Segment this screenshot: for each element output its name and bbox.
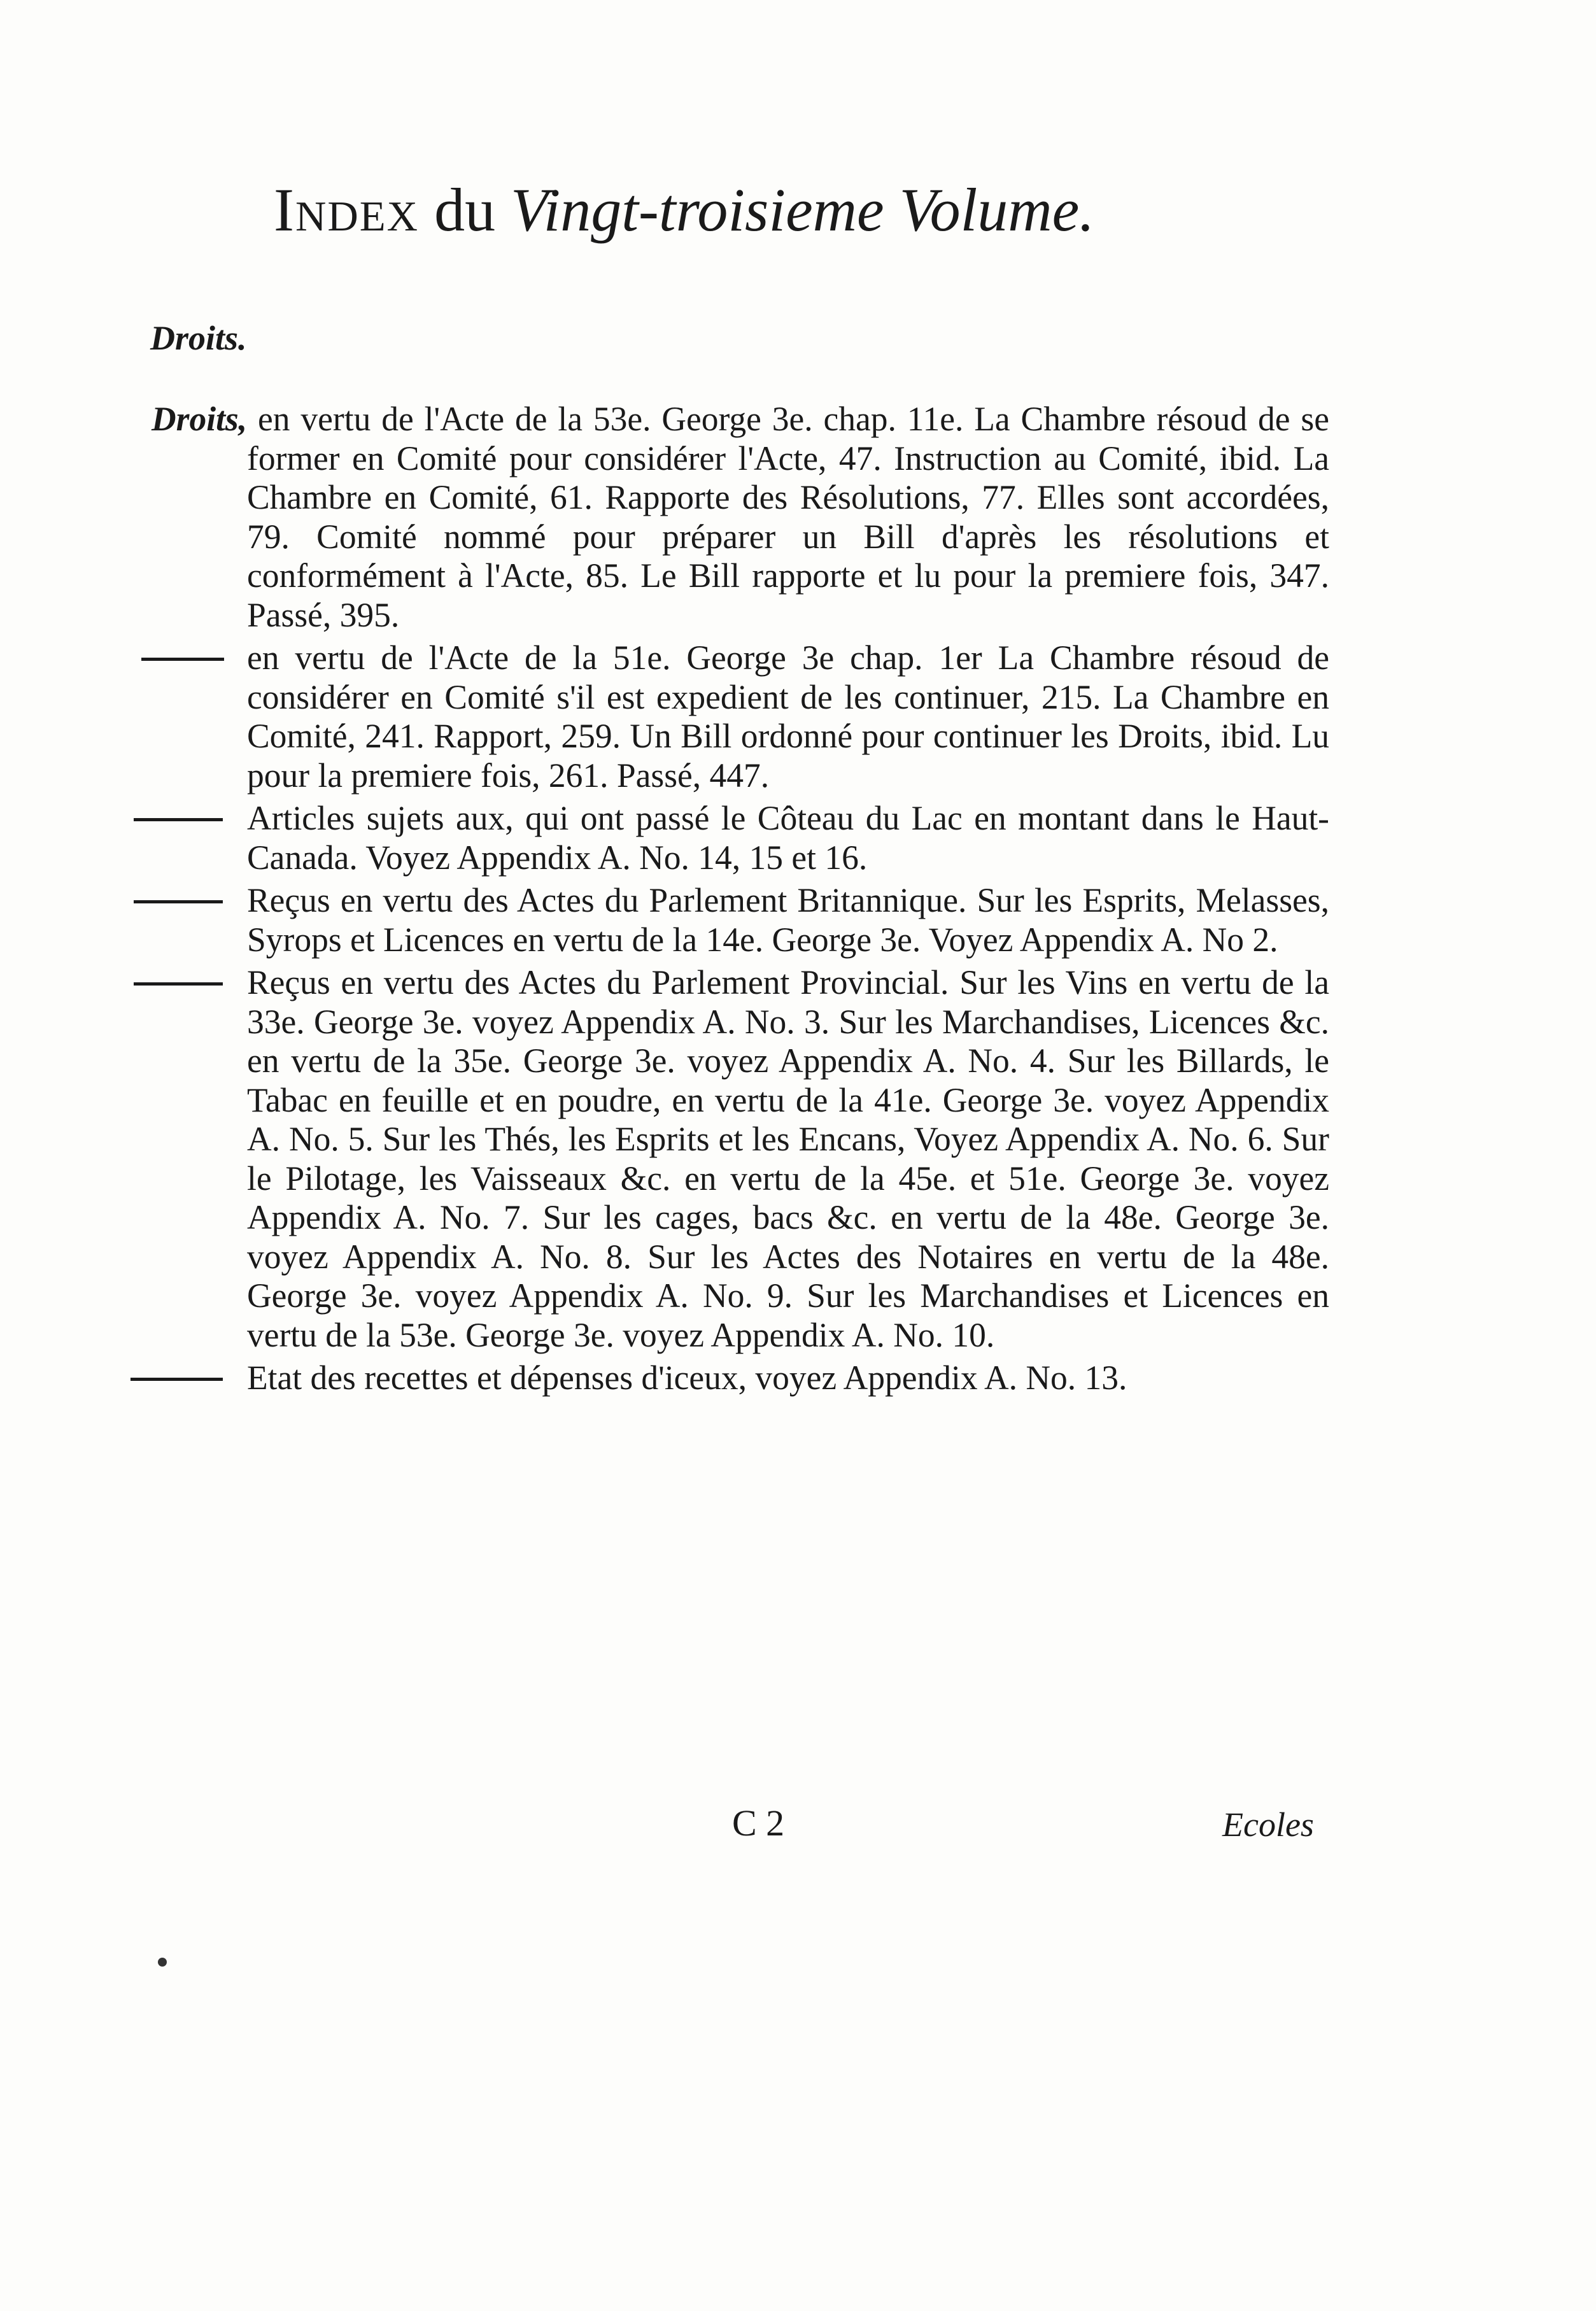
- index-entry-text: [152, 400, 1330, 635]
- entry-dash: [134, 900, 223, 903]
- index-entry: [0, 1359, 1596, 1398]
- index-entry-text: [247, 639, 1329, 795]
- index-entry: [0, 963, 1596, 1355]
- index-entry: [0, 400, 1596, 635]
- title-du-word: du: [434, 176, 496, 244]
- entry-body: Reçus en vertu des Actes du Parlement Provincial. Sur les Vins en vertu de la 33e. George 3e. voyez Appendix A. No. 3. Sur les Marchandises, Licences &c. en vertu de la 35e. George 3e. voyez Appendix A. No. 4. Sur les Billards, le Tabac en feuille et en poudre, en vertu de la 41e. George 3e. voyez Appendix A. No. 5. Sur les Thés, les Esprits et les Encans, Voyez Appendix A. No. 6. Sur le Pilotage, les Vaisseaux &c. en vertu de la 45e. et 51e. George 3e. voyez Appendix A. No. 7. Sur les cages, bacs &c. en vertu de la 48e. George 3e. voyez Appendix A. No. 8. Sur les Actes des Notaires en vertu de la 48e. George 3e. voyez Appendix A. No. 9. Sur les Marchandises et Licences en vertu de la 53e. George 3e. voyez Appendix A. No. 10.: [247, 963, 1329, 1354]
- title-index-word: Index: [274, 176, 420, 244]
- signature-mark: C 2: [732, 1802, 785, 1844]
- entry-body: Reçus en vertu des Actes du Parlement Britannique. Sur les Esprits, Melasses, Syrops et Licences en vertu de la 14e. George 3e. Voyez Appendix A. No 2.: [247, 881, 1329, 959]
- entry-body: en vertu de l'Acte de la 53e. George 3e. chap. 11e. La Chambre résoud de se former en Comité pour considérer l'Acte, 47. Instruction au Comité, ibid. La Chambre en Comité, 61. Rapporte des Résolutions, 77. Elles sont accordées, 79. Comité nommé pour préparer un Bill d'après les résolutions et conformément à l'Acte, 85. Le Bill rapporte et lu pour la premiere fois, 347. Passé, 395.: [247, 400, 1330, 634]
- entry-dash: [134, 982, 223, 986]
- entry-dash: [134, 818, 223, 821]
- title-volume-words: Vingt-troisieme Volume.: [511, 176, 1095, 244]
- index-entry: [0, 881, 1596, 959]
- index-entries: [0, 400, 1596, 1398]
- catchword: Ecoles: [1222, 1806, 1314, 1844]
- entry-body: Etat des recettes et dépenses d'iceux, voyez Appendix A. No. 13.: [247, 1359, 1127, 1397]
- index-entry-text: [247, 963, 1329, 1355]
- page-title: [274, 172, 1356, 248]
- index-entry-text: [247, 1359, 1329, 1398]
- entry-body: Articles sujets aux, qui ont passé le Côteau du Lac en montant dans le Haut-Canada. Voyez Appendix A. No. 14, 15 et 16.: [247, 799, 1329, 877]
- entry-body: en vertu de l'Acte de la 51e. George 3e chap. 1er La Chambre résoud de considérer en Comité s'il est expedient de les continuer, 215. La Chambre en Comité, 241. Rapport, 259. Un Bill ordonné pour continuer les Droits, ibid. Lu pour la premiere fois, 261. Passé, 447.: [247, 639, 1329, 795]
- index-entry: [0, 799, 1596, 877]
- index-entry-text: [247, 799, 1329, 877]
- section-heading: Droits.: [150, 319, 247, 357]
- index-entry: [0, 639, 1596, 795]
- index-entry-text: [247, 881, 1329, 959]
- entry-headword: Droits,: [152, 400, 248, 438]
- entry-dash: [141, 658, 224, 661]
- entry-dash: [131, 1378, 223, 1381]
- ink-speck: [158, 1958, 167, 1967]
